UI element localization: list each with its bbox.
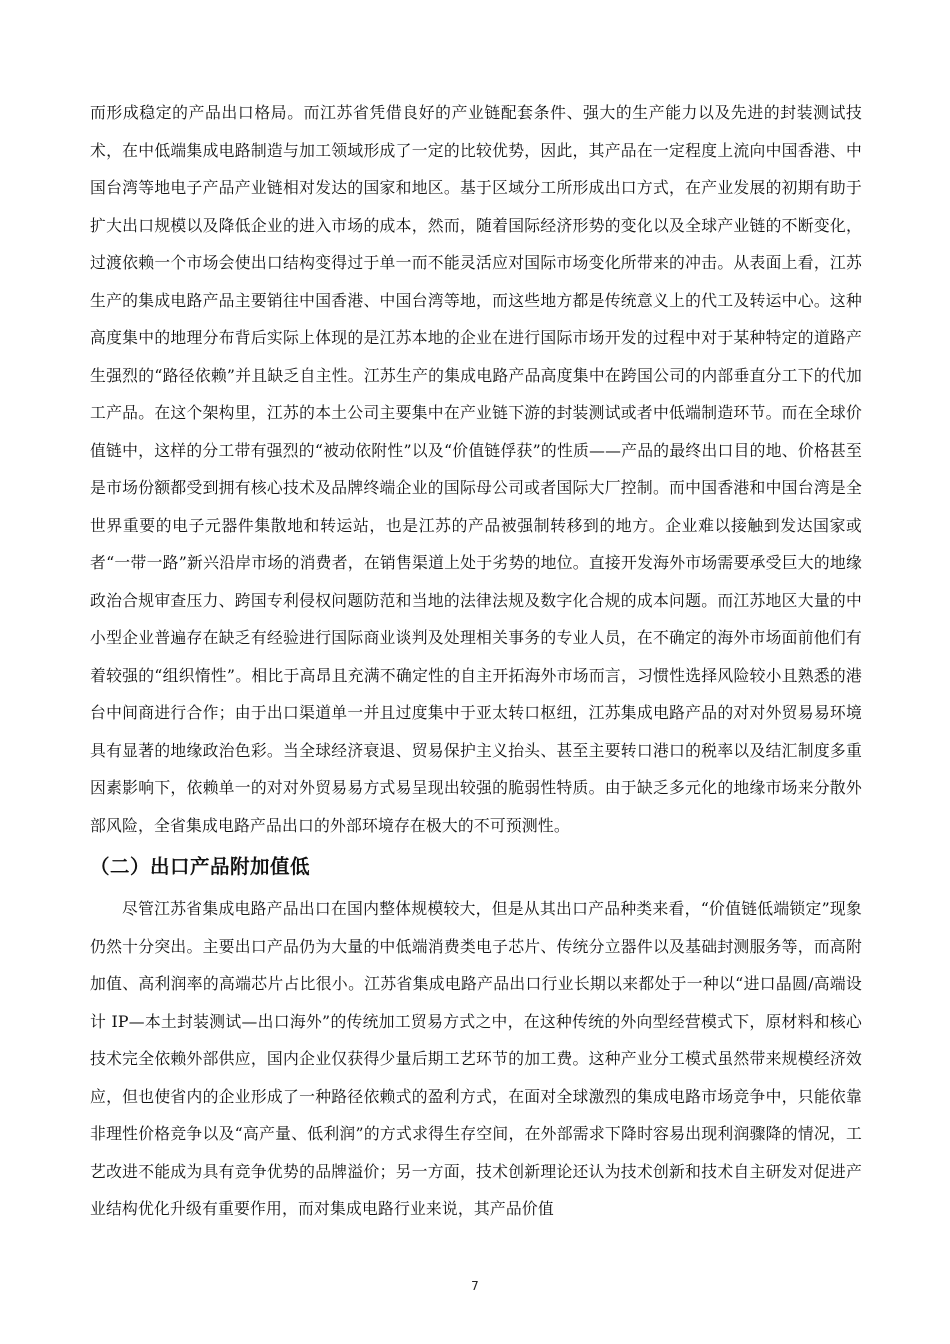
body-paragraph-continued: 而形成稳定的产品出口格局。而江苏省凭借良好的产业链配套条件、强大的生产能力以及先进的封装测试技术，在中低端集成电路制造与加工领域形成了一定的比较优势，因此，其产品在一定程度上流向中国香港、中国台湾等地电子产品产业链相对发达的国家和地区。基于区域分工所形成出口方式，在产业发展的初期有助于扩大出口规模以及降低企业的进入市场的成本，然而，随着国际经济形势的变化以及全球产业链的不断变化，过渡依赖一个市场会使出口结构变得过于单一而不能灵活应对国际市场变化所带来的冲击。从表面上看，江苏生产的集成电路产品主要销往中国香港、中国台湾等地，而这些地方都是传统意义上的代工及转运中心。这种高度集中的地理分布背后实际上体现的是江苏本地的企业在进行国际市场开发的过程中对于某种特定的道路产生强烈的“路径依赖”并且缺乏自主性。江苏生产的集成电路产品高度集中在跨国公司的内部垂直分工下的代加工产品。在这个架构里，江苏的本土公司主要集中在产业链下游的封装测试或者中低端制造环节。而在全球价值链中，这样的分工带有强烈的“被动依附性”以及“价值链俘获”的性质——产品的最终出口目的地、价格甚至是市场份额都受到拥有核心技术及品牌终端企业的国际母公司或者国际大厂控制。而中国香港和中国台湾是全世界重要的电子元器件集散地和转运站，也是江苏的产品被强制转移到的地方。企业难以接触到发达国家或者“一带一路”新兴沿岸市场的消费者，在销售渠道上处于劣势的地位。直接开发海外市场需要承受巨大的地缘政治合规审查压力、跨国专利侵权问题防范和当地的法律法规及数字化合规的成本问题。而江苏地区大量的中小型企业普遍存在缺乏有经验进行国际商业谈判及处理相关事务的专业人员，在不确定的海外市场面前他们有着较强的“组织惰性”。相比于高昂且充满不确定性的自主开拓海外市场而言，习惯性选择风险较小且熟悉的港台中间商进行合作；由于出口渠道单一并且过度集中于亚太转口枢纽，江苏集成电路产品的对对外贸易易环境具有显著的地缘政治色彩。当全球经济衰退、贸易保护主义抬头、甚至主要转口港口的税率以及结汇制度多重因素影响下，依赖单一的对对外贸易易方式易呈现出较强的脆弱性特质。由于缺乏多元化的地缘市场来分散外部风险，全省集成电路产品出口的外部环境存在极大的不可预测性。 [90, 103, 862, 835]
section-heading: （二）出口产品附加值低 [90, 855, 311, 878]
document-body [90, 94, 862, 1228]
body-paragraph: 尽管江苏省集成电路产品出口在国内整体规模较大，但是从其出口产品种类来看，“价值链低端锁定”现象仍然十分突出。主要出口产品仍为大量的中低端消费类电子芯片、传统分立器件以及基础封测服务等，而高附加值、高利润率的高端芯片占比很小。江苏省集成电路产品出口行业长期以来都处于一种以“进口晶圆/高端设计 IP—本土封装测试—出口海外”的传统加工贸易方式之中，在这种传统的外向型经营模式下，原材料和核心技术完全依赖外部供应，国内企业仅获得少量后期工艺环节的加工费。这种产业分工模式虽然带来规模经济效应，但也使省内的企业形成了一种路径依赖式的盈利方式，在面对全球激烈的集成电路市场竞争中，只能依靠非理性价格竞争以及“高产量、低利润”的方式求得生存空间，在外部需求下降时容易出现利润骤降的情况，工艺改进不能成为具有竞争优势的品牌溢价；另一方面，技术创新理论还认为技术创新和技术自主研发对促进产业结构优化升级有重要作用，而对集成电路行业来说，其产品价值 [90, 899, 862, 1218]
page-number: 7 [471, 1279, 479, 1293]
